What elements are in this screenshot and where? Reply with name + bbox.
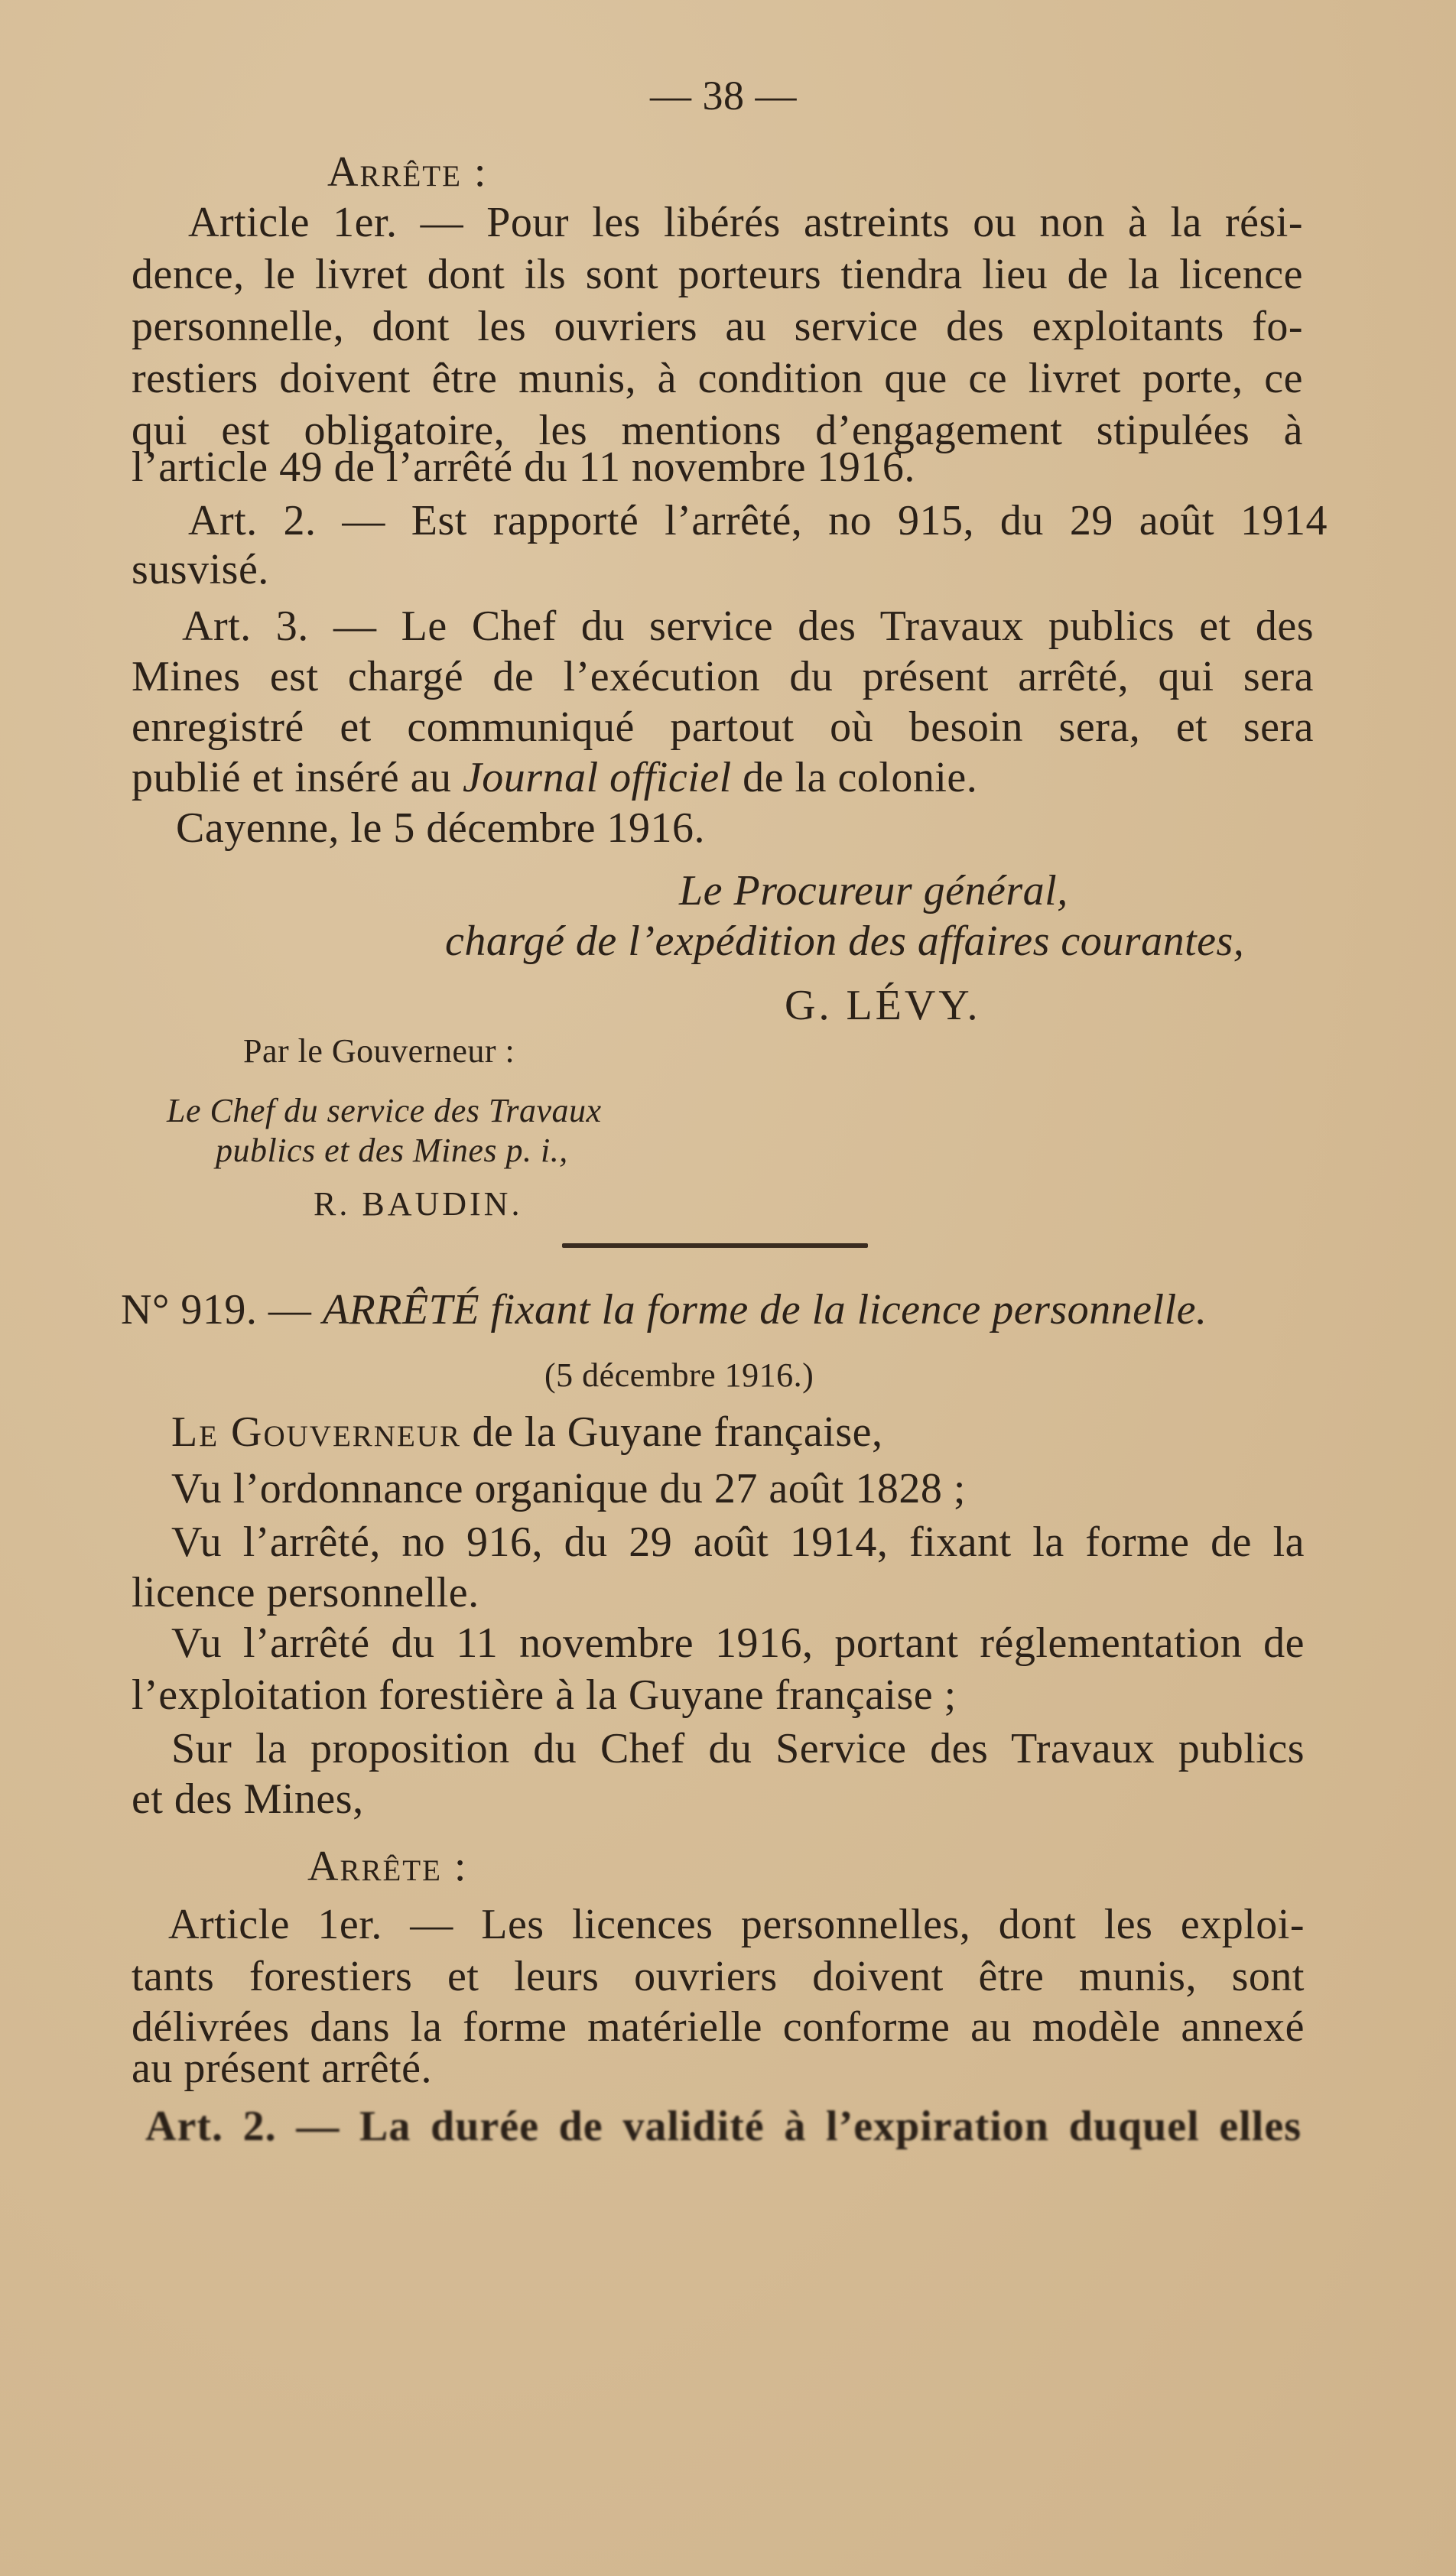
governor-line [171, 1407, 882, 1457]
arrete-number: N° 919. [121, 1286, 258, 1333]
arrete-date: (5 décembre 1916.) [544, 1356, 814, 1394]
article-2-line-1: Art. 2. — Est rapporté l’arrêté, no 915, du 29 août 1914 [188, 497, 1328, 544]
article-2b-line-1: Art. 2. — La durée de validité à l’expiration duquel elles [145, 2103, 1302, 2150]
visa-1: Vu l’ordonnance organique du 27 août 1828 ; [171, 1465, 966, 1512]
article-1b-line-4: au présent arrêté. [132, 2045, 432, 2092]
arrete-title: ARRÊTÉ fixant la forme de la licence personnelle. [322, 1286, 1207, 1333]
page-number: — 38 — [650, 73, 797, 119]
article-1b-line-1: Article 1er. — Les licences personnelles, dont les exploi- [168, 1901, 1305, 1948]
article-1-line-1: Article 1er. — Pour les libérés astreints ou non à la rési- [188, 199, 1303, 246]
article-1-line-2: dence, le livret dont ils sont porteurs tiendra lieu de la licence [132, 251, 1303, 298]
visa-2-line-1: Vu l’arrêté, no 916, du 29 août 1914, fixant la forme de la [171, 1519, 1305, 1566]
article-1b-line-3: délivrées dans la forme matérielle conforme au modèle annexé [132, 2003, 1305, 2051]
arrete-heading-line [121, 1285, 1207, 1335]
visa-2-line-2: licence personnelle. [132, 1569, 479, 1616]
article-1-line-4: restiers doivent être munis, à condition que ce livret porte, ce [132, 355, 1303, 402]
by-governor-role-line-2: publics et des Mines p. i., [216, 1132, 568, 1169]
published-prefix: publié et inséré au [132, 754, 463, 801]
signature-role: chargé de l’expédition des affaires courantes, [445, 918, 1245, 965]
article-2-line-2: susvisé. [132, 546, 269, 593]
place-date: Cayenne, le 5 décembre 1916. [176, 804, 705, 852]
signature-title: Le Procureur général, [679, 867, 1068, 914]
by-governor-role-line-1: Le Chef du service des Travaux [167, 1092, 602, 1129]
article-1-line-3: personnelle, dont les ouvriers au service des exploitants fo- [132, 303, 1303, 350]
governor-rest: de la Guyane française, [460, 1408, 883, 1456]
article-3-line-1: Art. 3. — Le Chef du service des Travaux publics et des [182, 603, 1314, 650]
dash: — [257, 1286, 323, 1333]
journal-officiel: Journal officiel [462, 754, 732, 801]
by-governor-name: R. BAUDIN. [314, 1185, 523, 1223]
article-3-line-2: Mines est chargé de l’exécution du présent arrêté, qui sera [132, 653, 1314, 700]
visa-3-line-2: l’exploitation forestière à la Guyane française ; [132, 1671, 957, 1719]
proposal-line-2: et des Mines, [132, 1775, 364, 1823]
article-3-line-3: enregistré et communiqué partout où besoin sera, et sera [132, 703, 1314, 751]
article-3-line-4 [132, 752, 977, 803]
visa-3-line-1: Vu l’arrêté du 11 novembre 1916, portant réglementation de [171, 1619, 1305, 1667]
arrete-heading-2: Arrête : [307, 1843, 468, 1890]
signature-name: G. LÉVY. [785, 982, 981, 1029]
arrete-heading: Arrête : [327, 148, 488, 196]
article-1b-line-2: tants forestiers et leurs ouvriers doivent être munis, sont [132, 1953, 1305, 2000]
section-divider [562, 1243, 868, 1248]
published-suffix: de la colonie. [731, 754, 978, 801]
article-1-line-5: qui est obligatoire, les mentions d’engagement stipulées à [132, 407, 1303, 454]
by-governor-label: Par le Gouverneur : [243, 1032, 515, 1070]
governor-label: Le Gouverneur [171, 1408, 461, 1456]
proposal-line-1: Sur la proposition du Chef du Service des Travaux publics [171, 1725, 1305, 1772]
article-1-line-6: l’article 49 de l’arrêté du 11 novembre 1916. [132, 443, 915, 491]
